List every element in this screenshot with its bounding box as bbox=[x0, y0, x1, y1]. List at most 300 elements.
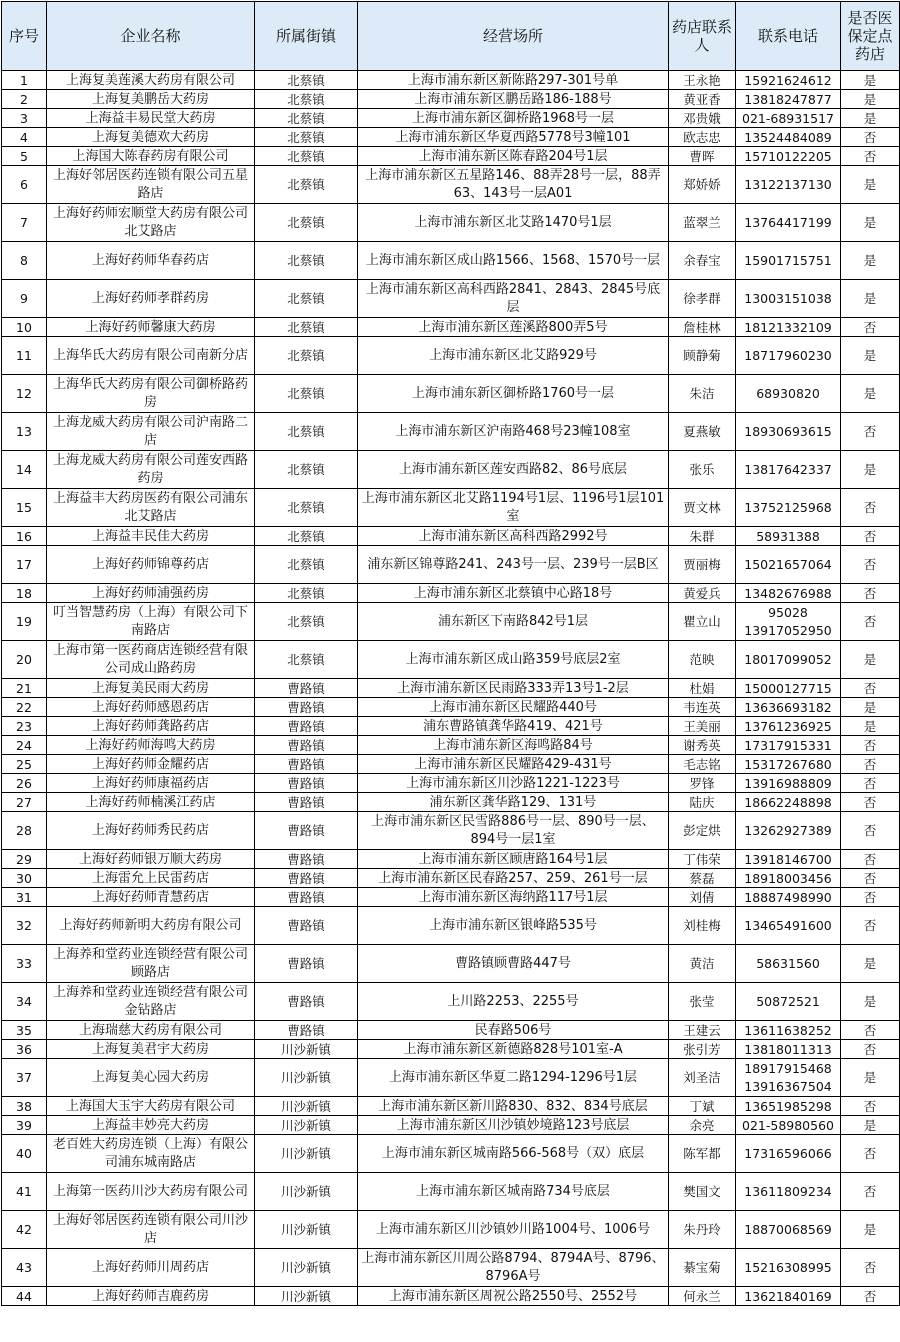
cell-phone: 15216308995 bbox=[736, 1249, 841, 1287]
cell-phone: 13482676988 bbox=[736, 584, 841, 603]
cell-address: 上川路2253、2255号 bbox=[358, 983, 669, 1021]
cell-medical-insurance: 否 bbox=[841, 812, 900, 850]
cell-medical-insurance: 否 bbox=[841, 850, 900, 869]
cell-phone: 13817642337 bbox=[736, 451, 841, 489]
cell-phone: 13611638252 bbox=[736, 1021, 841, 1040]
header-medical-insurance: 是否医保定点药店 bbox=[841, 2, 900, 71]
cell-company-name: 叮当智慧药房（上海）有限公司下南路店 bbox=[47, 603, 255, 641]
cell-contact: 彭定烘 bbox=[669, 812, 736, 850]
table-row bbox=[2, 337, 900, 375]
cell-medical-insurance: 否 bbox=[841, 413, 900, 451]
cell-company-name: 上海益丰妙亮大药房 bbox=[47, 1116, 255, 1135]
cell-company-name: 上海好药师川周药店 bbox=[47, 1249, 255, 1287]
table-row bbox=[2, 584, 900, 603]
header-company-name: 企业名称 bbox=[47, 2, 255, 71]
cell-company-name: 上海雷允上民雷药店 bbox=[47, 869, 255, 888]
cell-contact: 曹晖 bbox=[669, 147, 736, 166]
cell-town: 北蔡镇 bbox=[255, 204, 358, 242]
cell-phone: 13636693182 bbox=[736, 698, 841, 717]
table-row bbox=[2, 888, 900, 907]
table-row bbox=[2, 717, 900, 736]
cell-company-name: 上海国大陈春药房有限公司 bbox=[47, 147, 255, 166]
table-row bbox=[2, 1116, 900, 1135]
cell-company-name: 上海好药师华春药店 bbox=[47, 242, 255, 280]
cell-contact: 蔡磊 bbox=[669, 869, 736, 888]
cell-phone: 13761236925 bbox=[736, 717, 841, 736]
cell-town: 川沙新镇 bbox=[255, 1135, 358, 1173]
cell-company-name: 上海好药师海鸣大药房 bbox=[47, 736, 255, 755]
table-row bbox=[2, 1040, 900, 1059]
cell-address: 上海市浦东新区成山路1566、1568、1570号一层 bbox=[358, 242, 669, 280]
cell-medical-insurance: 否 bbox=[841, 527, 900, 546]
cell-contact: 朱洁 bbox=[669, 375, 736, 413]
cell-contact: 黄洁 bbox=[669, 945, 736, 983]
cell-company-name: 上海养和堂药业连锁经营有限公司顾路店 bbox=[47, 945, 255, 983]
cell-town: 曹路镇 bbox=[255, 850, 358, 869]
cell-town: 川沙新镇 bbox=[255, 1097, 358, 1116]
cell-contact: 贾丽梅 bbox=[669, 546, 736, 584]
header-contact: 药店联系人 bbox=[669, 2, 736, 71]
cell-town: 川沙新镇 bbox=[255, 1116, 358, 1135]
cell-town: 北蔡镇 bbox=[255, 318, 358, 337]
cell-contact: 张引芳 bbox=[669, 1040, 736, 1059]
cell-seq: 7 bbox=[2, 204, 47, 242]
cell-contact: 綦宝菊 bbox=[669, 1249, 736, 1287]
cell-medical-insurance: 是 bbox=[841, 166, 900, 204]
cell-medical-insurance: 否 bbox=[841, 603, 900, 641]
table-row bbox=[2, 1287, 900, 1306]
cell-medical-insurance: 是 bbox=[841, 945, 900, 983]
cell-town: 北蔡镇 bbox=[255, 527, 358, 546]
cell-medical-insurance: 否 bbox=[841, 1021, 900, 1040]
table-row bbox=[2, 204, 900, 242]
table-row bbox=[2, 280, 900, 318]
cell-address: 民春路506号 bbox=[358, 1021, 669, 1040]
cell-phone: 13918146700 bbox=[736, 850, 841, 869]
cell-company-name: 上海益丰大药房医药有限公司浦东北艾路店 bbox=[47, 489, 255, 527]
cell-company-name: 上海华氏大药房有限公司御桥路药房 bbox=[47, 375, 255, 413]
cell-medical-insurance: 否 bbox=[841, 128, 900, 147]
cell-contact: 贾文林 bbox=[669, 489, 736, 527]
cell-town: 曹路镇 bbox=[255, 774, 358, 793]
cell-seq: 6 bbox=[2, 166, 47, 204]
cell-town: 北蔡镇 bbox=[255, 546, 358, 584]
table-row bbox=[2, 128, 900, 147]
cell-medical-insurance: 否 bbox=[841, 736, 900, 755]
cell-town: 北蔡镇 bbox=[255, 242, 358, 280]
cell-seq: 12 bbox=[2, 375, 47, 413]
cell-phone: 13122137130 bbox=[736, 166, 841, 204]
cell-address: 上海市浦东新区北艾路1194号1层、1196号1层101室 bbox=[358, 489, 669, 527]
cell-town: 川沙新镇 bbox=[255, 1040, 358, 1059]
cell-contact: 余春宝 bbox=[669, 242, 736, 280]
cell-seq: 35 bbox=[2, 1021, 47, 1040]
cell-contact: 刘桂梅 bbox=[669, 907, 736, 945]
cell-phone: 13752125968 bbox=[736, 489, 841, 527]
cell-seq: 9 bbox=[2, 280, 47, 318]
cell-medical-insurance: 否 bbox=[841, 1135, 900, 1173]
cell-company-name: 上海龙威大药房有限公司莲安西路药房 bbox=[47, 451, 255, 489]
cell-seq: 21 bbox=[2, 679, 47, 698]
cell-address: 上海市浦东新区五星路146、88弄28号一层，88弄63、143号一层A01 bbox=[358, 166, 669, 204]
cell-address: 上海市浦东新区莲安西路82、86号底层 bbox=[358, 451, 669, 489]
cell-seq: 27 bbox=[2, 793, 47, 812]
cell-medical-insurance: 是 bbox=[841, 641, 900, 679]
cell-phone: 95028 13917052950 bbox=[736, 603, 841, 641]
cell-address: 上海市浦东新区城南路734号底层 bbox=[358, 1173, 669, 1211]
cell-phone: 13818247877 bbox=[736, 90, 841, 109]
cell-town: 北蔡镇 bbox=[255, 413, 358, 451]
cell-phone: 15710122205 bbox=[736, 147, 841, 166]
cell-contact: 陆庆 bbox=[669, 793, 736, 812]
cell-company-name: 上海好药师宏顺堂大药房有限公司北艾路店 bbox=[47, 204, 255, 242]
cell-town: 北蔡镇 bbox=[255, 489, 358, 527]
cell-contact: 郑娇娇 bbox=[669, 166, 736, 204]
cell-medical-insurance: 是 bbox=[841, 1116, 900, 1135]
table-row bbox=[2, 641, 900, 679]
header-address: 经营场所 bbox=[358, 2, 669, 71]
table-row bbox=[2, 603, 900, 641]
cell-medical-insurance: 是 bbox=[841, 1211, 900, 1249]
cell-seq: 8 bbox=[2, 242, 47, 280]
cell-contact: 韦连英 bbox=[669, 698, 736, 717]
cell-seq: 22 bbox=[2, 698, 47, 717]
table-row bbox=[2, 451, 900, 489]
header-seq: 序号 bbox=[2, 2, 47, 71]
cell-company-name: 上海益丰易民堂大药房 bbox=[47, 109, 255, 128]
table-row bbox=[2, 1059, 900, 1097]
cell-contact: 夏燕敏 bbox=[669, 413, 736, 451]
cell-seq: 15 bbox=[2, 489, 47, 527]
cell-contact: 邓贵娥 bbox=[669, 109, 736, 128]
cell-phone: 13262927389 bbox=[736, 812, 841, 850]
cell-phone: 18717960230 bbox=[736, 337, 841, 375]
cell-town: 北蔡镇 bbox=[255, 603, 358, 641]
table-row bbox=[2, 109, 900, 128]
cell-contact: 詹桂林 bbox=[669, 318, 736, 337]
table-row bbox=[2, 1211, 900, 1249]
cell-contact: 谢秀英 bbox=[669, 736, 736, 755]
cell-medical-insurance: 是 bbox=[841, 983, 900, 1021]
cell-seq: 39 bbox=[2, 1116, 47, 1135]
cell-seq: 13 bbox=[2, 413, 47, 451]
table-row bbox=[2, 375, 900, 413]
cell-address: 上海市浦东新区鹏岳路186-188号 bbox=[358, 90, 669, 109]
cell-phone: 15021657064 bbox=[736, 546, 841, 584]
table-row bbox=[2, 774, 900, 793]
cell-contact: 丁伟荣 bbox=[669, 850, 736, 869]
cell-contact: 何永兰 bbox=[669, 1287, 736, 1306]
cell-town: 北蔡镇 bbox=[255, 109, 358, 128]
cell-town: 曹路镇 bbox=[255, 717, 358, 736]
cell-seq: 2 bbox=[2, 90, 47, 109]
cell-phone: 13465491600 bbox=[736, 907, 841, 945]
table-row bbox=[2, 166, 900, 204]
cell-town: 曹路镇 bbox=[255, 869, 358, 888]
cell-contact: 罗锋 bbox=[669, 774, 736, 793]
cell-contact: 丁斌 bbox=[669, 1097, 736, 1116]
cell-contact: 朱群 bbox=[669, 527, 736, 546]
cell-medical-insurance: 否 bbox=[841, 318, 900, 337]
pharmacy-list-table bbox=[1, 1, 900, 1306]
cell-town: 曹路镇 bbox=[255, 736, 358, 755]
cell-company-name: 上海龙威大药房有限公司沪南路二店 bbox=[47, 413, 255, 451]
cell-medical-insurance: 否 bbox=[841, 1097, 900, 1116]
cell-address: 曹路镇顾曹路447号 bbox=[358, 945, 669, 983]
cell-address: 上海市浦东新区高科西路2992号 bbox=[358, 527, 669, 546]
cell-town: 北蔡镇 bbox=[255, 451, 358, 489]
cell-company-name: 上海好邻居医药连锁有限公司五星路店 bbox=[47, 166, 255, 204]
cell-medical-insurance: 否 bbox=[841, 888, 900, 907]
cell-phone: 18017099052 bbox=[736, 641, 841, 679]
cell-contact: 刘倩 bbox=[669, 888, 736, 907]
cell-address: 上海市浦东新区川沙路1221-1223号 bbox=[358, 774, 669, 793]
cell-company-name: 上海好药师浦强药房 bbox=[47, 584, 255, 603]
cell-phone: 15921624612 bbox=[736, 71, 841, 90]
cell-phone: 58631560 bbox=[736, 945, 841, 983]
cell-phone: 18918003456 bbox=[736, 869, 841, 888]
cell-phone: 15317267680 bbox=[736, 755, 841, 774]
cell-medical-insurance: 是 bbox=[841, 375, 900, 413]
cell-town: 川沙新镇 bbox=[255, 1249, 358, 1287]
cell-town: 曹路镇 bbox=[255, 755, 358, 774]
cell-company-name: 上海复美君宇大药房 bbox=[47, 1040, 255, 1059]
cell-seq: 41 bbox=[2, 1173, 47, 1211]
cell-company-name: 上海瑞慈大药房有限公司 bbox=[47, 1021, 255, 1040]
cell-address: 上海市浦东新区高科西路2841、2843、2845号底层 bbox=[358, 280, 669, 318]
table-row bbox=[2, 318, 900, 337]
cell-address: 上海市浦东新区民雨路333弄13号1-2层 bbox=[358, 679, 669, 698]
cell-town: 曹路镇 bbox=[255, 945, 358, 983]
cell-contact: 王永艳 bbox=[669, 71, 736, 90]
cell-seq: 24 bbox=[2, 736, 47, 755]
cell-medical-insurance: 否 bbox=[841, 1173, 900, 1211]
cell-phone: 18930693615 bbox=[736, 413, 841, 451]
cell-medical-insurance: 否 bbox=[841, 907, 900, 945]
cell-address: 上海市浦东新区顾唐路164号1层 bbox=[358, 850, 669, 869]
cell-seq: 4 bbox=[2, 128, 47, 147]
cell-town: 曹路镇 bbox=[255, 983, 358, 1021]
cell-seq: 3 bbox=[2, 109, 47, 128]
cell-contact: 张莹 bbox=[669, 983, 736, 1021]
cell-medical-insurance: 是 bbox=[841, 90, 900, 109]
cell-contact: 王美丽 bbox=[669, 717, 736, 736]
table-row bbox=[2, 755, 900, 774]
table-row bbox=[2, 71, 900, 90]
cell-seq: 11 bbox=[2, 337, 47, 375]
table-row bbox=[2, 945, 900, 983]
cell-address: 上海市浦东新区新陈路297-301号单 bbox=[358, 71, 669, 90]
cell-address: 浦东新区龚华路129、131号 bbox=[358, 793, 669, 812]
cell-town: 曹路镇 bbox=[255, 812, 358, 850]
table-row bbox=[2, 242, 900, 280]
cell-town: 北蔡镇 bbox=[255, 71, 358, 90]
cell-seq: 40 bbox=[2, 1135, 47, 1173]
cell-town: 曹路镇 bbox=[255, 793, 358, 812]
cell-seq: 14 bbox=[2, 451, 47, 489]
cell-address: 浦东曹路镇龚华路419、421号 bbox=[358, 717, 669, 736]
cell-contact: 瞿立山 bbox=[669, 603, 736, 641]
cell-phone: 17316596066 bbox=[736, 1135, 841, 1173]
cell-phone: 15901715751 bbox=[736, 242, 841, 280]
table-row bbox=[2, 1249, 900, 1287]
cell-company-name: 上海好药师秀民药店 bbox=[47, 812, 255, 850]
cell-town: 川沙新镇 bbox=[255, 1287, 358, 1306]
cell-company-name: 上海养和堂药业连锁经营有限公司金钻路店 bbox=[47, 983, 255, 1021]
cell-phone: 021-68931517 bbox=[736, 109, 841, 128]
cell-company-name: 上海好药师馨康大药房 bbox=[47, 318, 255, 337]
cell-seq: 30 bbox=[2, 869, 47, 888]
cell-seq: 43 bbox=[2, 1249, 47, 1287]
cell-contact: 余亮 bbox=[669, 1116, 736, 1135]
cell-town: 川沙新镇 bbox=[255, 1173, 358, 1211]
cell-town: 北蔡镇 bbox=[255, 280, 358, 318]
cell-contact: 刘圣洁 bbox=[669, 1059, 736, 1097]
cell-address: 上海市浦东新区川周公路8794、8794A号、8796、8796A号 bbox=[358, 1249, 669, 1287]
cell-phone: 13621840169 bbox=[736, 1287, 841, 1306]
cell-medical-insurance: 否 bbox=[841, 1040, 900, 1059]
cell-town: 北蔡镇 bbox=[255, 166, 358, 204]
cell-phone: 18870068569 bbox=[736, 1211, 841, 1249]
cell-phone: 18662248898 bbox=[736, 793, 841, 812]
cell-phone: 58931388 bbox=[736, 527, 841, 546]
cell-medical-insurance: 否 bbox=[841, 755, 900, 774]
cell-phone: 15000127715 bbox=[736, 679, 841, 698]
cell-address: 上海市浦东新区御桥路1968号一层 bbox=[358, 109, 669, 128]
cell-phone: 021-58980560 bbox=[736, 1116, 841, 1135]
cell-medical-insurance: 否 bbox=[841, 1287, 900, 1306]
cell-town: 曹路镇 bbox=[255, 907, 358, 945]
cell-address: 浦东新区锦尊路241、243号一层、239号一层B区 bbox=[358, 546, 669, 584]
header-phone: 联系电话 bbox=[736, 2, 841, 71]
cell-company-name: 上海好药师楠溪江药店 bbox=[47, 793, 255, 812]
table-row bbox=[2, 1097, 900, 1116]
cell-seq: 36 bbox=[2, 1040, 47, 1059]
table-body bbox=[2, 71, 900, 1306]
header-town: 所属街镇 bbox=[255, 2, 358, 71]
cell-contact: 黄亚香 bbox=[669, 90, 736, 109]
cell-contact: 黄爱兵 bbox=[669, 584, 736, 603]
table-header-row bbox=[2, 2, 900, 71]
cell-address: 上海市浦东新区成山路359号底层2室 bbox=[358, 641, 669, 679]
cell-company-name: 上海好邻居医药连锁有限公司川沙店 bbox=[47, 1211, 255, 1249]
cell-medical-insurance: 是 bbox=[841, 337, 900, 375]
table-row bbox=[2, 812, 900, 850]
cell-medical-insurance: 否 bbox=[841, 584, 900, 603]
cell-address: 上海市浦东新区川沙镇妙川路1004号、1006号 bbox=[358, 1211, 669, 1249]
cell-medical-insurance: 否 bbox=[841, 546, 900, 584]
cell-town: 北蔡镇 bbox=[255, 90, 358, 109]
cell-company-name: 上海复美莲溪大药房有限公司 bbox=[47, 71, 255, 90]
cell-address: 上海市浦东新区新德路828号101室-A bbox=[358, 1040, 669, 1059]
cell-seq: 1 bbox=[2, 71, 47, 90]
cell-address: 上海市浦东新区民春路257、259、261号一层 bbox=[358, 869, 669, 888]
cell-address: 上海市浦东新区银峰路535号 bbox=[358, 907, 669, 945]
cell-address: 上海市浦东新区城南路566-568号（双）底层 bbox=[358, 1135, 669, 1173]
cell-medical-insurance: 否 bbox=[841, 774, 900, 793]
cell-company-name: 上海好药师金耀药店 bbox=[47, 755, 255, 774]
cell-phone: 50872521 bbox=[736, 983, 841, 1021]
cell-contact: 樊国文 bbox=[669, 1173, 736, 1211]
cell-address: 上海市浦东新区华夏西路5778号3幢101 bbox=[358, 128, 669, 147]
table-row bbox=[2, 793, 900, 812]
cell-town: 北蔡镇 bbox=[255, 128, 358, 147]
cell-seq: 25 bbox=[2, 755, 47, 774]
cell-address: 上海市浦东新区北艾路1470号1层 bbox=[358, 204, 669, 242]
cell-medical-insurance: 是 bbox=[841, 204, 900, 242]
cell-contact: 范映 bbox=[669, 641, 736, 679]
cell-town: 曹路镇 bbox=[255, 888, 358, 907]
cell-contact: 毛志铭 bbox=[669, 755, 736, 774]
cell-company-name: 上海好药师锦尊药店 bbox=[47, 546, 255, 584]
table-row bbox=[2, 489, 900, 527]
cell-phone: 18121332109 bbox=[736, 318, 841, 337]
table-row bbox=[2, 527, 900, 546]
cell-seq: 16 bbox=[2, 527, 47, 546]
table-row bbox=[2, 90, 900, 109]
cell-phone: 17317915331 bbox=[736, 736, 841, 755]
cell-medical-insurance: 是 bbox=[841, 71, 900, 90]
cell-contact: 王建云 bbox=[669, 1021, 736, 1040]
cell-company-name: 上海市第一医药商店连锁经营有限公司成山路药房 bbox=[47, 641, 255, 679]
cell-phone: 13651985298 bbox=[736, 1097, 841, 1116]
cell-seq: 32 bbox=[2, 907, 47, 945]
table-row bbox=[2, 413, 900, 451]
cell-seq: 37 bbox=[2, 1059, 47, 1097]
table-row bbox=[2, 546, 900, 584]
cell-contact: 顾静菊 bbox=[669, 337, 736, 375]
cell-medical-insurance: 是 bbox=[841, 242, 900, 280]
cell-town: 曹路镇 bbox=[255, 1021, 358, 1040]
cell-medical-insurance: 否 bbox=[841, 147, 900, 166]
cell-seq: 28 bbox=[2, 812, 47, 850]
cell-address: 上海市浦东新区北艾路929号 bbox=[358, 337, 669, 375]
cell-phone: 68930820 bbox=[736, 375, 841, 413]
cell-seq: 29 bbox=[2, 850, 47, 869]
cell-contact: 徐孝群 bbox=[669, 280, 736, 318]
cell-town: 北蔡镇 bbox=[255, 337, 358, 375]
cell-address: 上海市浦东新区海纳路117号1层 bbox=[358, 888, 669, 907]
cell-company-name: 上海好药师新明大药房有限公司 bbox=[47, 907, 255, 945]
cell-medical-insurance: 是 bbox=[841, 1059, 900, 1097]
table-row bbox=[2, 679, 900, 698]
cell-contact: 陈军都 bbox=[669, 1135, 736, 1173]
cell-phone: 13916988809 bbox=[736, 774, 841, 793]
cell-contact: 蓝翠兰 bbox=[669, 204, 736, 242]
cell-phone: 13764417199 bbox=[736, 204, 841, 242]
cell-address: 上海市浦东新区御桥路1760号一层 bbox=[358, 375, 669, 413]
table-row bbox=[2, 1173, 900, 1211]
cell-company-name: 上海好药师孝群药房 bbox=[47, 280, 255, 318]
cell-seq: 23 bbox=[2, 717, 47, 736]
cell-seq: 10 bbox=[2, 318, 47, 337]
cell-medical-insurance: 是 bbox=[841, 280, 900, 318]
cell-address: 上海市浦东新区民耀路440号 bbox=[358, 698, 669, 717]
table-row bbox=[2, 1021, 900, 1040]
table-row bbox=[2, 736, 900, 755]
cell-seq: 31 bbox=[2, 888, 47, 907]
cell-phone: 18917915468 13916367504 bbox=[736, 1059, 841, 1097]
cell-company-name: 上海好药师康福药店 bbox=[47, 774, 255, 793]
cell-company-name: 上海复美德欢大药房 bbox=[47, 128, 255, 147]
cell-town: 北蔡镇 bbox=[255, 584, 358, 603]
cell-town: 川沙新镇 bbox=[255, 1059, 358, 1097]
cell-seq: 17 bbox=[2, 546, 47, 584]
cell-address: 上海市浦东新区沪南路468号23幢108室 bbox=[358, 413, 669, 451]
cell-seq: 19 bbox=[2, 603, 47, 641]
cell-phone: 18887498990 bbox=[736, 888, 841, 907]
cell-company-name: 上海复美心园大药房 bbox=[47, 1059, 255, 1097]
